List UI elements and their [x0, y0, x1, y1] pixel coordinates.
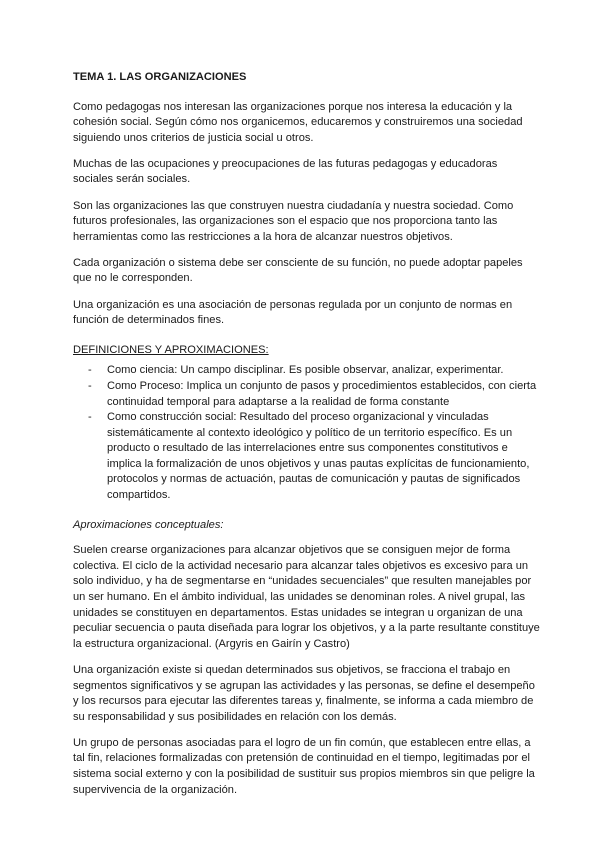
bullet-dash: - — [88, 379, 92, 392]
bullet-dash: - — [88, 411, 92, 424]
intro-paragraph: Una organización es una asociación de personas regulada por un conjunto de normas en función de determinados fines. — [73, 298, 513, 327]
conceptual-heading: Aproximaciones conceptuales: — [73, 518, 224, 531]
list-item — [73, 410, 540, 504]
intro-paragraph: Cada organización o sistema debe ser consciente de su función, no puede adoptar papeles que no le corresponden. — [73, 256, 523, 285]
definitions-list — [73, 363, 540, 503]
intro-paragraph: Son las organizaciones las que construyen nuestra ciudadanía y nuestra sociedad. Como futuros profesionales, las organizaciones son el espacio que nos proporciona tanto las herramientas como las restricciones a la hora de alcanzar nuestros objetivos. — [73, 199, 514, 243]
conceptual-paragraph: Una organización existe si quedan determinados sus objetivos, se fracciona el trabajo en segmentos significativos y se agrupan las actividades y las personas, se define el desempeño y los recursos para ejecutar las diferentes tareas y, finalmente, se informa a cada miembro de su responsabilidad y sus posibilidades en relación con los demás. — [73, 663, 535, 723]
list-item — [73, 379, 540, 410]
intro-paragraph: Muchas de las ocupaciones y preocupaciones de las futuras pedagogas y educadoras sociales serán sociales. — [73, 157, 498, 186]
document-title: TEMA 1. LAS ORGANIZACIONES — [73, 71, 247, 83]
definitions-heading: DEFINICIONES Y APROXIMACIONES: — [73, 343, 269, 356]
definition-text: Como Proceso: Implica un conjunto de pasos y procedimientos establecidos, con cierta continuidad temporal para adaptarse a la realidad de forma constante — [107, 379, 537, 408]
list-item — [73, 363, 540, 379]
conceptual-paragraph: Suelen crearse organizaciones para alcanzar objetivos que se consiguen mejor de forma colectiva. El ciclo de la actividad necesario para alcanzar tales objetivos es excesivo para un solo individuo, y ha de segmentarse en “unidades secuenciales” que resulten manejables por un ser humano. En el ámbito individual, las unidades se denominan roles. A nivel grupal, las unidades se constituyen en departamentos. Estas unidades se integran u organizan de una peculiar secuencia o pauta diseñada para lograr los objetivos, y a la parte resultante constituye la estructura organizacional. (Argyris en Gairín y Castro) — [73, 544, 540, 650]
intro-paragraph: Como pedagogas nos interesan las organizaciones porque nos interesa la educación y la cohesión social. Según cómo nos organicemos, educaremos y construiremos una sociedad siguiendo unos criterios de justicia social u otros. — [73, 100, 523, 144]
conceptual-paragraph: Un grupo de personas asociadas para el logro de un fin común, que establecen entre ellas, a tal fin, relaciones formalizadas con pretensión de continuidad en el tiempo, legitimadas por el sistema social externo y con la posibilidad de sustituir sus propios miembros sin que peligre la supervivencia de la organización. — [73, 736, 535, 796]
bullet-dash: - — [88, 364, 92, 377]
definition-text: Como ciencia: Un campo disciplinar. Es posible observar, analizar, experimentar. — [107, 364, 504, 377]
definition-text: Como construcción social: Resultado del proceso organizacional y vinculadas sistemáticamente al contexto ideológico y político de un territorio específico. Es un producto o resultado de las interrelaciones entre sus componentes constitutivos e implica la formalización de unos objetivos y unas pautas explícitas de funcionamiento, protocolos y normas de actuación, pautas de comunicación y pautas de significados compartidos. — [107, 411, 530, 502]
